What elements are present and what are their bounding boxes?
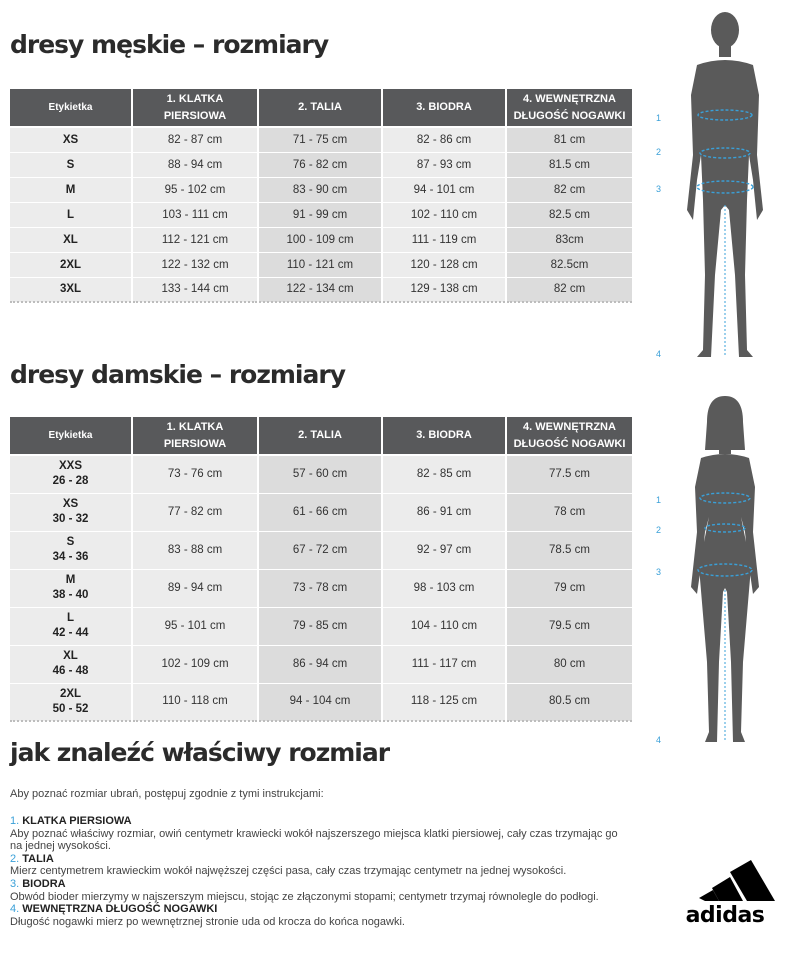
measurement-cell: 94 - 104 cm <box>258 683 382 721</box>
marker-3: 3 <box>656 184 662 194</box>
measurement-cell: 87 - 93 cm <box>382 152 506 177</box>
step-title: 2. TALIA <box>10 852 54 865</box>
column-header: 4. WEWNĘTRZNA DŁUGOŚĆ NOGAWKI <box>506 417 632 455</box>
size-label-cell: L 42 - 44 <box>10 607 132 645</box>
measurement-cell: 82.5cm <box>506 252 632 277</box>
male-figure-icon <box>645 5 795 365</box>
measurement-cell: 81.5 cm <box>506 152 632 177</box>
step-text: Mierz centymetrem krawieckim wokół najwęższej części pasa, cały czas trzymając centymetr na jednej wysokości. <box>10 865 567 878</box>
measurement-cell: 103 - 111 cm <box>132 202 258 227</box>
measurement-cell: 83 - 90 cm <box>258 177 382 202</box>
marker-2: 2 <box>656 147 662 157</box>
column-header: 3. BIODRA <box>382 417 506 455</box>
measurement-cell: 95 - 101 cm <box>132 607 258 645</box>
step-text: Obwód bioder mierzymy w najszerszym miejscu, stojąc ze złączonymi stopami; centymetr trzymaj równolegle do podłogi. <box>10 890 599 903</box>
svg-text:adidas: adidas <box>685 903 765 928</box>
marker-3: 3 <box>656 567 662 577</box>
measurement-cell: 133 - 144 cm <box>132 277 258 302</box>
measurement-cell: 57 - 60 cm <box>258 455 382 493</box>
measurement-cell: 104 - 110 cm <box>382 607 506 645</box>
adidas-logo <box>667 846 787 928</box>
measurement-cell: 102 - 110 cm <box>382 202 506 227</box>
measurement-cell: 82 cm <box>506 277 632 302</box>
table-row <box>10 493 632 531</box>
howto-intro: Aby poznać rozmiar ubrań, postępuj zgodnie z tymi instrukcjami: <box>10 788 324 800</box>
measurement-cell: 110 - 118 cm <box>132 683 258 721</box>
table-row <box>10 252 632 277</box>
size-label-cell: M 38 - 40 <box>10 569 132 607</box>
table-row <box>10 531 632 569</box>
measurement-cell: 118 - 125 cm <box>382 683 506 721</box>
measurement-cell: 78.5 cm <box>506 531 632 569</box>
measurement-cell: 77 - 82 cm <box>132 493 258 531</box>
measurement-cell: 81 cm <box>506 127 632 152</box>
table-row <box>10 569 632 607</box>
measurement-cell: 82 - 86 cm <box>382 127 506 152</box>
table-row <box>10 152 632 177</box>
size-label-cell: XL 46 - 48 <box>10 645 132 683</box>
size-label-cell: XXS 26 - 28 <box>10 455 132 493</box>
measurement-cell: 95 - 102 cm <box>132 177 258 202</box>
measurement-cell: 112 - 121 cm <box>132 227 258 252</box>
size-label-cell: XS 30 - 32 <box>10 493 132 531</box>
measurement-cell: 80 cm <box>506 645 632 683</box>
measurement-cell: 86 - 91 cm <box>382 493 506 531</box>
table-row <box>10 683 632 721</box>
measurement-cell: 122 - 134 cm <box>258 277 382 302</box>
table-header-row <box>10 89 632 127</box>
measurement-cell: 77.5 cm <box>506 455 632 493</box>
measurement-cell: 71 - 75 cm <box>258 127 382 152</box>
measurement-cell: 98 - 103 cm <box>382 569 506 607</box>
female-figure-icon <box>645 392 795 752</box>
measurement-cell: 79.5 cm <box>506 607 632 645</box>
size-label-cell: 2XL <box>10 252 132 277</box>
measurement-cell: 100 - 109 cm <box>258 227 382 252</box>
size-label-cell: XS <box>10 127 132 152</box>
measurement-cell: 73 - 76 cm <box>132 455 258 493</box>
measurement-cell: 79 cm <box>506 569 632 607</box>
step-text: Aby poznać właściwy rozmiar, owiń centymetr krawiecki wokół najszerszego miejsca klatki piersiowej, cały czas trzymając go na jednej wysokości. <box>10 827 618 853</box>
measurement-cell: 102 - 109 cm <box>132 645 258 683</box>
howto-instructions <box>10 815 630 928</box>
size-label-cell: S 34 - 36 <box>10 531 132 569</box>
marker-4: 4 <box>656 735 662 745</box>
measurement-cell: 86 - 94 cm <box>258 645 382 683</box>
measurement-cell: 73 - 78 cm <box>258 569 382 607</box>
measurement-cell: 94 - 101 cm <box>382 177 506 202</box>
measurement-cell: 110 - 121 cm <box>258 252 382 277</box>
measurement-cell: 91 - 99 cm <box>258 202 382 227</box>
measurement-cell: 111 - 119 cm <box>382 227 506 252</box>
column-header: 1. KLATKA PIERSIOWA <box>132 89 258 127</box>
measurement-cell: 80.5 cm <box>506 683 632 721</box>
men-size-table <box>10 89 632 303</box>
column-header: Etykietka <box>10 89 132 127</box>
measurement-cell: 82 - 87 cm <box>132 127 258 152</box>
size-label-cell: L <box>10 202 132 227</box>
column-header: Etykietka <box>10 417 132 455</box>
size-label-cell: 3XL <box>10 277 132 302</box>
measurement-cell: 61 - 66 cm <box>258 493 382 531</box>
measurement-cell: 120 - 128 cm <box>382 252 506 277</box>
measurement-cell: 83cm <box>506 227 632 252</box>
marker-2: 2 <box>656 525 662 535</box>
step-title: 1. KLATKA PIERSIOWA <box>10 815 132 827</box>
women-size-heading: dresy damskie – rozmiary <box>10 360 345 389</box>
measurement-cell: 83 - 88 cm <box>132 531 258 569</box>
table-row <box>10 177 632 202</box>
column-header: 4. WEWNĘTRZNA DŁUGOŚĆ NOGAWKI <box>506 89 632 127</box>
measurement-cell: 122 - 132 cm <box>132 252 258 277</box>
size-label-cell: XL <box>10 227 132 252</box>
measurement-cell: 82 cm <box>506 177 632 202</box>
measurement-cell: 88 - 94 cm <box>132 152 258 177</box>
measurement-cell: 89 - 94 cm <box>132 569 258 607</box>
column-header: 3. BIODRA <box>382 89 506 127</box>
measurement-cell: 78 cm <box>506 493 632 531</box>
howto-heading: jak znaleźć właściwy rozmiar <box>10 738 390 767</box>
table-row <box>10 227 632 252</box>
marker-1: 1 <box>656 495 662 505</box>
marker-4: 4 <box>656 349 662 359</box>
table-row <box>10 127 632 152</box>
step-title: 3. BIODRA <box>10 877 66 890</box>
size-label-cell: M <box>10 177 132 202</box>
column-header: 2. TALIA <box>258 417 382 455</box>
table-row <box>10 645 632 683</box>
measurement-cell: 76 - 82 cm <box>258 152 382 177</box>
table-header-row <box>10 417 632 455</box>
measurement-cell: 92 - 97 cm <box>382 531 506 569</box>
size-label-cell: 2XL 50 - 52 <box>10 683 132 721</box>
table-row <box>10 455 632 493</box>
measurement-cell: 82.5 cm <box>506 202 632 227</box>
column-header: 2. TALIA <box>258 89 382 127</box>
women-size-table <box>10 417 632 722</box>
measurement-cell: 79 - 85 cm <box>258 607 382 645</box>
size-label-cell: S <box>10 152 132 177</box>
measurement-cell: 129 - 138 cm <box>382 277 506 302</box>
measurement-cell: 67 - 72 cm <box>258 531 382 569</box>
column-header: 1. KLATKA PIERSIOWA <box>132 417 258 455</box>
step-title: 4. WEWNĘTRZNA DŁUGOŚĆ NOGAWKI <box>10 903 218 916</box>
men-size-heading: dresy męskie – rozmiary <box>10 30 329 59</box>
measurement-cell: 82 - 85 cm <box>382 455 506 493</box>
measurement-cell: 111 - 117 cm <box>382 645 506 683</box>
table-row <box>10 277 632 302</box>
step-text: Długość nogawki mierz po wewnętrznej stronie uda od krocza do końca nogawki. <box>10 915 405 928</box>
marker-1: 1 <box>656 113 662 123</box>
table-row <box>10 202 632 227</box>
table-row <box>10 607 632 645</box>
